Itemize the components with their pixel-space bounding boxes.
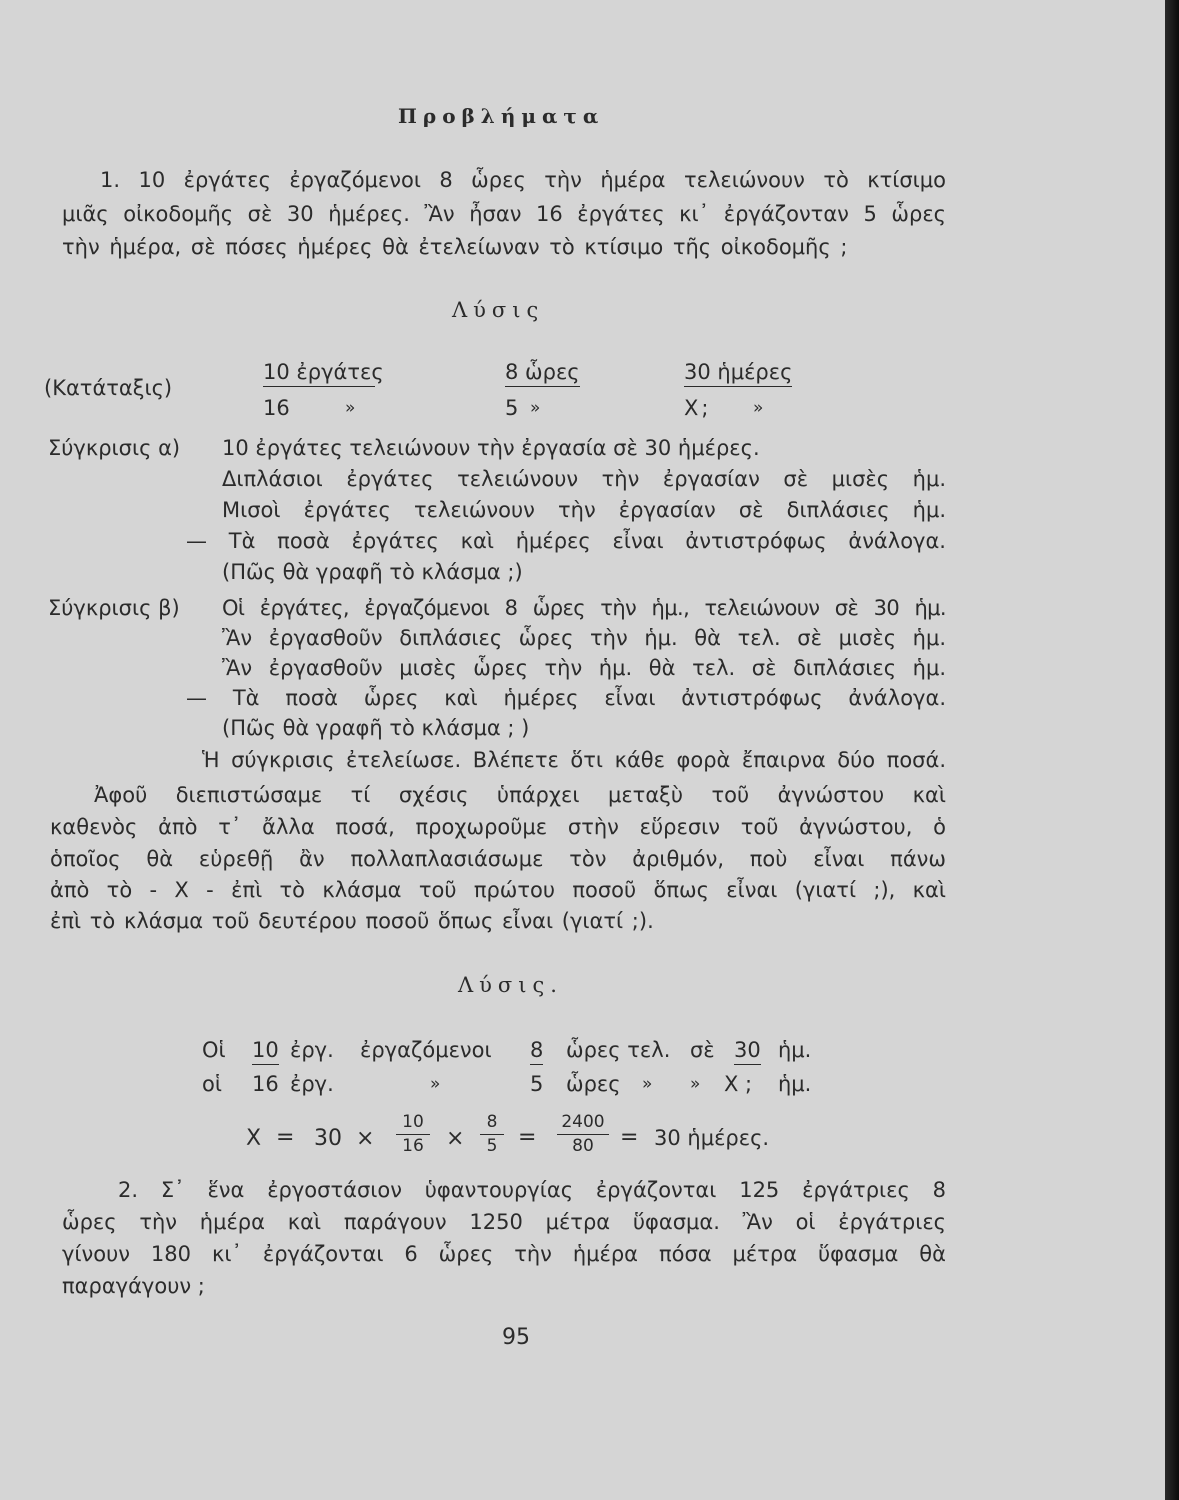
fraction-numerator: 10 (402, 1112, 424, 1132)
comparison-b-line: — Τὰ ποσὰ ὧρες καὶ ἡμέρες εἶναι ἀντιστρόφως ἀνάλογα. (186, 686, 946, 710)
ditto-mark: » (690, 1074, 701, 1094)
row2-workers: 16 (252, 1072, 279, 1096)
eq-base: 30 (314, 1126, 342, 1151)
problem-1-line: μιᾶς οἰκοδομῆς σὲ 30 ἡμέρες. Ἂν ἦσαν 16 ἐργάτες κι᾿ ἐργάζονταν 5 ὧρες (62, 202, 946, 226)
page-number: 95 (502, 1325, 530, 1350)
eq-result: 30 ἡμέρες. (654, 1126, 770, 1150)
row1-hours: 8 (530, 1040, 543, 1065)
row2-hours: 5 (530, 1072, 544, 1096)
conclusion: Ἡ σύγκρισις ἐτελείωσε. Βλέπετε ὅτι κάθε φορὰ ἔπαιρνα δύο ποσά. (202, 748, 946, 772)
ditto-mark: » (345, 398, 356, 418)
paragraph-line: ἀπὸ τὸ - Χ - ἐπὶ τὸ κλάσμα τοῦ πρώτου ποσοῦ ὅπως εἶναι (γιατί ;), καὶ (50, 878, 946, 902)
comparison-b-line: Ἂν ἐργασθοῦν διπλάσιες ὧρες τὴν ἡμ. θὰ τελ. σὲ μισὲς ἡμ. (222, 626, 946, 650)
row1-days-unit: ἡμ. (778, 1038, 812, 1062)
row1-phrase: ἐργαζόμενοι (360, 1038, 492, 1062)
row1-unit: ἐργ. (290, 1038, 334, 1062)
comparison-b-line: Ἂν ἐργασθοῦν μισὲς ὧρες τὴν ἡμ. θὰ τελ. σὲ διπλάσιες ἡμ. (222, 656, 946, 680)
solution-heading: Λύσις (452, 298, 545, 322)
comparison-a-line: (Πῶς θὰ γραφῆ τὸ κλάσμα ;) (222, 560, 523, 584)
fraction-workers (396, 1114, 430, 1155)
row1-workers: 10 (252, 1040, 279, 1065)
row1-hours-unit: ὧρες τελ. (566, 1038, 671, 1062)
problem-1-line: 1. 10 ἐργάτες ἐργαζόμενοι 8 ὧρες τὴν ἡμέρα τελειώνουν τὸ κτίσιμο (100, 168, 946, 192)
comparison-b-label: Σύγκρισις β) (48, 596, 180, 620)
ditto-mark: » (430, 1074, 441, 1094)
eq-equals: = (518, 1125, 537, 1150)
problem-1-line: τὴν ἡμέρα, σὲ πόσες ἡμέρες θὰ ἐτελείωναν τὸ κτίσιμο τῆς οἰκοδομῆς ; (62, 235, 848, 259)
eq-x: Χ (246, 1126, 262, 1151)
row2-article: οἱ (202, 1072, 222, 1096)
fraction-denominator: 5 (486, 1136, 498, 1156)
fraction-numerator: 8 (486, 1112, 498, 1132)
comparison-b-line: (Πῶς θὰ γραφῆ τὸ κλάσμα ; ) (222, 716, 530, 740)
problem-2-line: ὧρες τὴν ἡμέρα καὶ παράγουν 1250 μέτρα ὕφασμα. Ἂν οἱ ἐργάτριες (62, 1210, 946, 1234)
eq-equals: = (620, 1125, 639, 1150)
kataxis-days-top: 30 ἡμέρες (684, 362, 792, 387)
comparison-b-line: Οἱ ἐργάτες, ἐργαζόμενοι 8 ὧρες τὴν ἡμ., τελειώνουν σὲ 30 ἡμ. (222, 596, 946, 620)
kataxis-hours-bottom: 5 (505, 396, 519, 420)
solution-heading-2: Λύσις. (458, 973, 563, 997)
ditto-mark: » (642, 1074, 653, 1094)
page-edge (1165, 0, 1179, 1500)
comparison-a-line: — Τὰ ποσὰ ἐργάτες καὶ ἡμέρες εἶναι ἀντιστρόφως ἀνάλογα. (186, 529, 946, 553)
comparison-a-line: Μισοὶ ἐργάτες τελειώνουν τὴν ἐργασίαν σὲ διπλάσιες ἡμ. (222, 498, 946, 522)
page-title: Προβλήματα (398, 104, 605, 128)
kataxis-label: (Κατάταξις) (44, 376, 173, 400)
ditto-mark: » (753, 398, 764, 418)
row1-article: Οἱ (202, 1038, 226, 1062)
paragraph-line: καθενὸς ἀπὸ τ᾿ ἄλλα ποσά, προχωροῦμε στὴν εὕρεσιν τοῦ ἀγνώστου, ὁ (50, 815, 946, 839)
row1-se: σὲ (690, 1038, 715, 1062)
row1-days: 30 (734, 1040, 761, 1065)
eq-times: × (446, 1126, 465, 1151)
problem-2-line: γίνουν 180 κι᾿ ἐργάζονται 6 ὧρες τὴν ἡμέρα πόσα μέτρα ὕφασμα θὰ (62, 1242, 946, 1266)
row2-hours-unit: ὧρες (566, 1072, 621, 1096)
fraction-numerator: 2400 (561, 1112, 605, 1132)
comparison-a-line: Διπλάσιοι ἐργάτες τελειώνουν τὴν ἐργασίαν σὲ μισὲς ἡμ. (222, 467, 946, 491)
fraction-denominator: 16 (402, 1136, 424, 1156)
eq-equals: = (276, 1125, 295, 1150)
fraction-result (557, 1114, 609, 1155)
fraction-denominator: 80 (572, 1136, 594, 1156)
comparison-a-line: 10 ἐργάτες τελειώνουν τὴν ἐργασία σὲ 30 ἡμέρες. (222, 436, 760, 460)
kataxis-hours-top: 8 ὧρες (505, 362, 580, 387)
row2-days-unit: ἡμ. (778, 1072, 812, 1096)
ditto-mark: » (530, 398, 541, 418)
kataxis-workers-top: 10 ἐργάτες (263, 362, 375, 387)
paragraph-line: ἐπὶ τὸ κλάσμα τοῦ δευτέρου ποσοῦ ὅπως εἶναι (γιατί ;). (50, 909, 654, 933)
kataxis-workers-bottom: 16 (263, 396, 290, 420)
comparison-a-label: Σύγκρισις α) (48, 436, 181, 460)
kataxis-days-bottom: Χ; (684, 396, 712, 420)
problem-2-line: παραγάγουν ; (62, 1274, 205, 1298)
fraction-hours (480, 1114, 504, 1155)
paragraph-line: Ἀφοῦ διεπιστώσαμε τί σχέσις ὑπάρχει μεταξὺ τοῦ ἀγνώστου καὶ (94, 783, 946, 807)
eq-times: × (356, 1126, 375, 1151)
problem-2-line: 2. Σ᾿ ἕνα ἐργοστάσιον ὑφαντουργίας ἐργάζονται 125 ἐργάτριες 8 (118, 1178, 946, 1202)
row2-unit: ἐργ. (290, 1072, 334, 1096)
paragraph-line: ὁποῖος θὰ εὑρεθῇ ἂν πολλαπλασιάσωμε τὸν ἀριθμόν, ποὺ εἶναι πάνω (50, 847, 946, 871)
row2-unknown: Χ ; (724, 1072, 753, 1096)
